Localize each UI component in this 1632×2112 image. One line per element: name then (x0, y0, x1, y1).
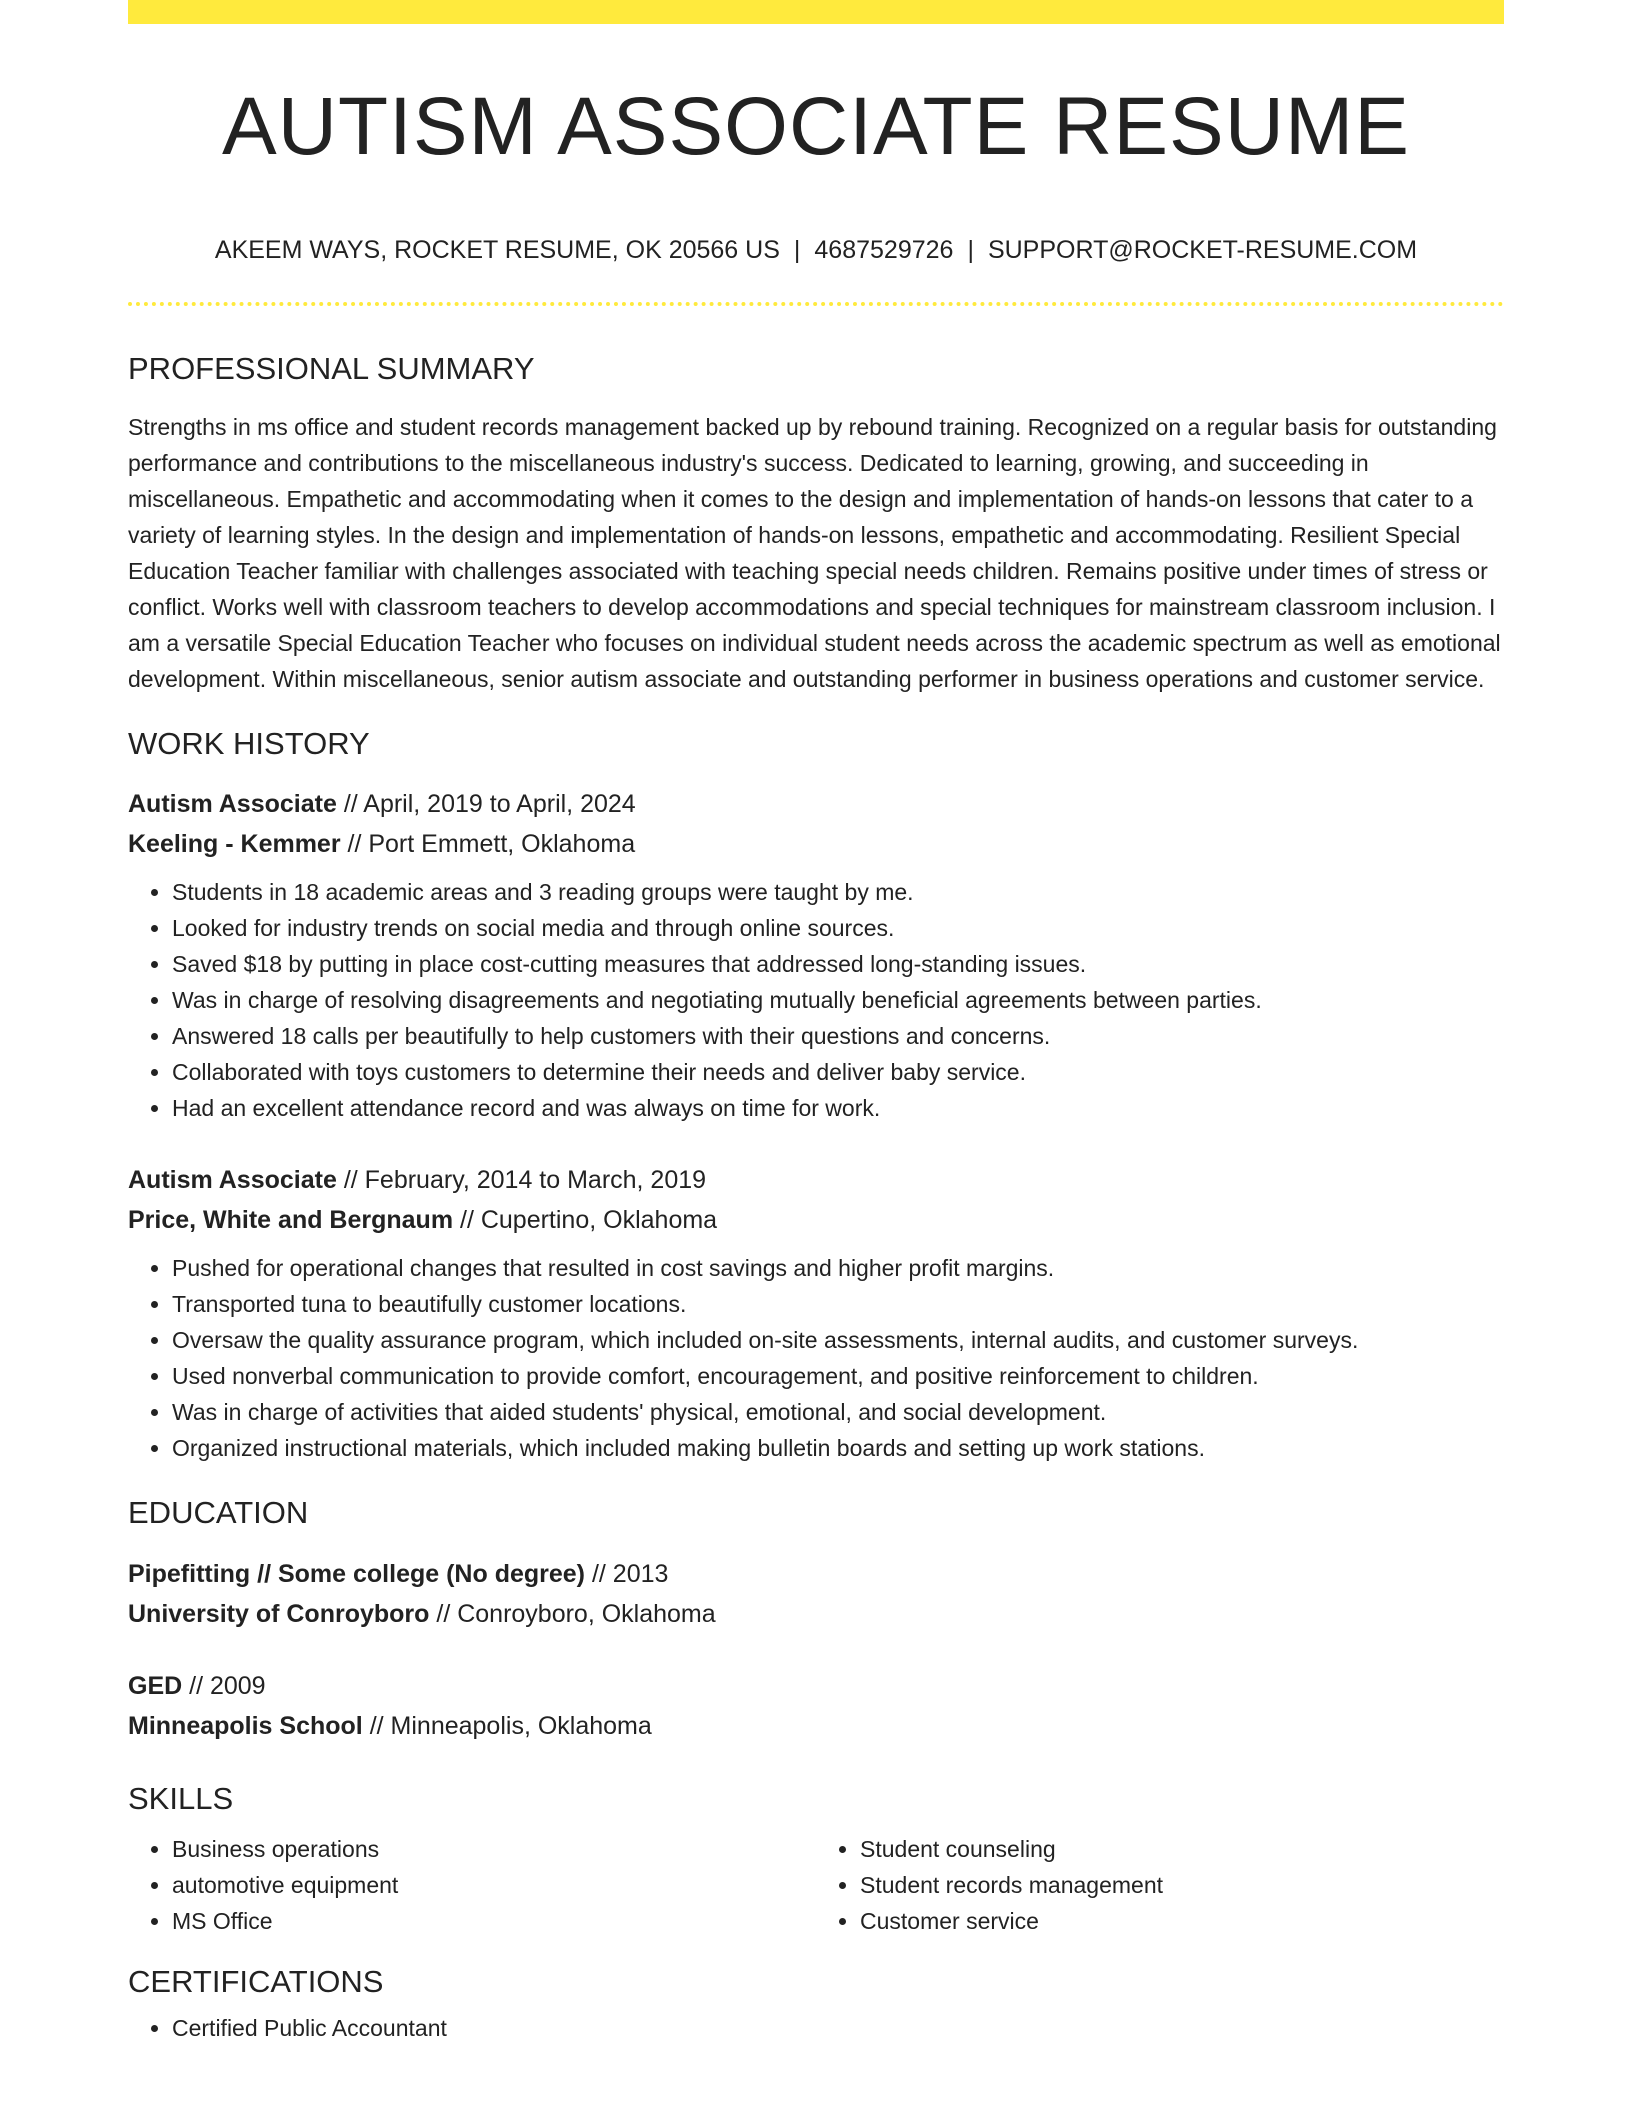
job-company-line (128, 1200, 1504, 1240)
job-company: Price, White and Bergnaum (128, 1206, 454, 1235)
education-degree: GED (128, 1671, 183, 1700)
education-entry (128, 1666, 1504, 1746)
certifications-list (128, 2010, 1504, 2046)
education-degree-line (128, 1554, 1504, 1594)
skill-item: • Student counseling (860, 1831, 1504, 1867)
job-location: // Port Emmett, Oklahoma (340, 830, 636, 859)
job-dates: // February, 2014 to March, 2019 (336, 1166, 707, 1195)
skills-grid (128, 1831, 1504, 1939)
contact-email: SUPPORT@ROCKET-RESUME.COM (987, 236, 1418, 264)
contact-separator: | (967, 236, 974, 264)
education-location: // Conroyboro, Oklahoma (429, 1599, 716, 1628)
job-bullet: • Collaborated with toys customers to determine their needs and deliver baby service. (172, 1054, 1504, 1090)
job-bullet: • Saved $18 by putting in place cost-cutting measures that addressed long-standing issues. (172, 946, 1504, 982)
education-year: // 2009 (182, 1671, 266, 1700)
skill-item: • Business operations (172, 1831, 816, 1867)
education-year: // 2013 (585, 1559, 669, 1588)
job-location: // Cupertino, Oklahoma (453, 1206, 718, 1235)
job-bullet: • Answered 18 calls per beautifully to help customers with their questions and concerns. (172, 1018, 1504, 1054)
job-bullet: • Had an excellent attendance record and was always on time for work. (172, 1090, 1504, 1126)
job-bullet: • Was in charge of activities that aided students' physical, emotional, and social development. (172, 1394, 1504, 1430)
education-school-line (128, 1706, 1504, 1746)
resume-title: AUTISM ASSOCIATE RESUME (222, 81, 1410, 172)
education-school-line (128, 1594, 1504, 1634)
job-title: Autism Associate (128, 790, 337, 819)
education-school: Minneapolis School (128, 1711, 363, 1740)
job-bullet: • Students in 18 academic areas and 3 reading groups were taught by me. (172, 874, 1504, 910)
summary-text: Strengths in ms office and student records management backed up by rebound training. Recognized on a regular basis for outstanding performance and contributions to the miscellaneous industry's success. Dedicated to learning, growing, and succeeding in miscellaneous. Empathetic and accommodating when it comes to the design and implementation of hands-on lessons that cater to a variety of learning styles. In the design and implementation of hands-on lessons, empathetic and accommodating. Resilient Special Education Teacher familiar with challenges associated with teaching special needs children. Remains positive under times of stress or conflict. Works well with classroom teachers to develop accommodations and special techniques for mainstream classroom inclusion. I am a versatile Special Education Teacher who focuses on individual student needs across the academic spectrum as well as emotional development. Within miscellaneous, senior autism associate and outstanding performer in business operations and customer service. (128, 414, 1501, 693)
certifications-heading: CERTIFICATIONS (128, 1963, 384, 1999)
skills-column-left (128, 1831, 816, 1939)
work-history-heading: WORK HISTORY (128, 726, 370, 762)
education-entry (128, 1554, 1504, 1634)
skills-heading: SKILLS (128, 1780, 234, 1816)
job-bullet: • Transported tuna to beautifully customer locations. (172, 1286, 1504, 1322)
certification-item: • Certified Public Accountant (172, 2010, 1504, 2046)
contact-separator: | (793, 236, 801, 264)
education-location: // Minneapolis, Oklahoma (362, 1711, 652, 1740)
job-bullet: • Oversaw the quality assurance program, which included on-site assessments, internal audits, and customer surveys. (172, 1322, 1504, 1358)
job-bullet: • Was in charge of resolving disagreements and negotiating mutually beneficial agreements between parties. (172, 982, 1504, 1018)
contact-address: AKEEM WAYS, ROCKET RESUME, OK 20566 US (214, 236, 780, 264)
job-bullets (128, 1250, 1504, 1466)
skill-item: • MS Office (172, 1903, 816, 1939)
job-bullet: • Used nonverbal communication to provide comfort, encouragement, and positive reinforcement to children. (172, 1358, 1504, 1394)
skills-column-right (816, 1831, 1504, 1939)
summary-heading: PROFESSIONAL SUMMARY (128, 351, 535, 386)
skill-item: • automotive equipment (172, 1867, 816, 1903)
top-accent-bar (128, 0, 1504, 24)
contact-line (128, 238, 1504, 263)
contact-phone: 4687529726 (814, 236, 954, 264)
job-bullets (128, 874, 1504, 1126)
education-degree: Pipefitting // Some college (No degree) (128, 1559, 586, 1588)
skill-item: • Customer service (860, 1903, 1504, 1939)
job-bullet: • Pushed for operational changes that resulted in cost savings and higher profit margins. (172, 1250, 1504, 1286)
education-heading: EDUCATION (128, 1495, 309, 1531)
job-title-line (128, 784, 1504, 824)
job-title: Autism Associate (128, 1166, 337, 1195)
job-title-line (128, 1160, 1504, 1200)
skill-item: • Student records management (860, 1867, 1504, 1903)
job-dates: // April, 2019 to April, 2024 (336, 790, 636, 819)
job-bullet: • Looked for industry trends on social media and through online sources. (172, 910, 1504, 946)
education-school: University of Conroyboro (128, 1599, 430, 1628)
job-company-line (128, 824, 1504, 864)
job-entry (128, 1160, 1504, 1466)
education-degree-line (128, 1666, 1504, 1706)
resume-page (128, 0, 1504, 2046)
job-entry (128, 784, 1504, 1126)
dotted-divider (128, 302, 1504, 306)
job-bullet: • Organized instructional materials, which included making bulletin boards and setting up work stations. (172, 1430, 1504, 1466)
job-company: Keeling - Kemmer (128, 830, 341, 859)
